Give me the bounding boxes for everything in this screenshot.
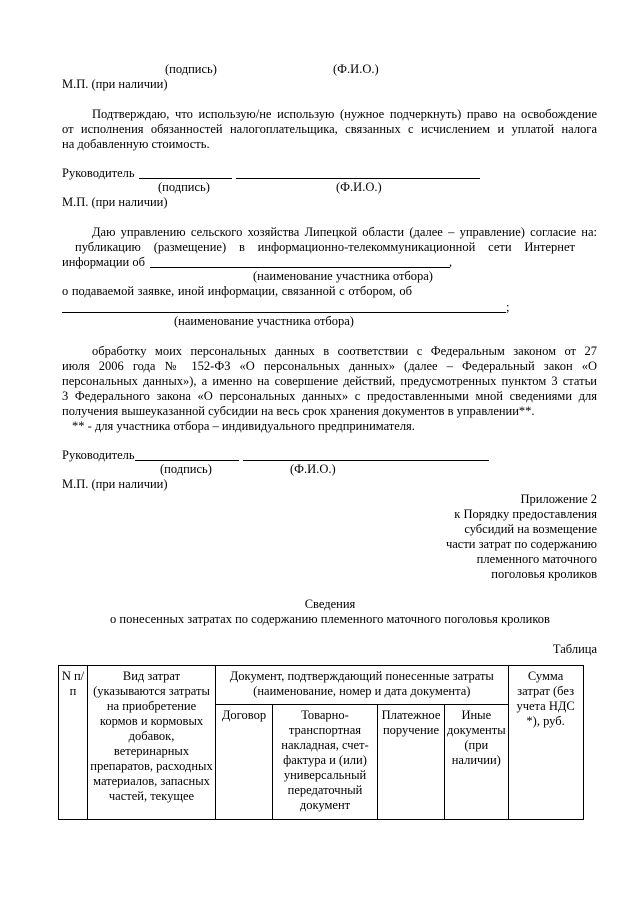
col-header-document-group: Документ, подтверждающий понесенные затраты (наименование, номер и дата документа): [216, 666, 509, 705]
signature-line: [135, 460, 239, 461]
signature-caption: (подпись): [165, 62, 217, 76]
col-header-expense-type: Вид затрат (указываются затраты на приобретение кормов и кормовых добавок, ветеринарных препаратов, расходных материалов, запасных частей, текущее: [88, 666, 216, 820]
processing-line-1: обработку моих персональных данных в соответствии с Федеральным законом от 27: [92, 344, 597, 358]
participant-line: [150, 267, 450, 268]
signature-caption: (подпись): [158, 180, 210, 194]
table-label: Таблица: [552, 642, 597, 656]
participant-caption: (наименование участника отбора): [253, 269, 433, 283]
name-caption: (Ф.И.О.): [336, 180, 382, 194]
col-header-payment-order: Платежное поручение: [378, 705, 445, 820]
appendix-line-4: части затрат по содержанию: [445, 537, 597, 551]
consent-line-4: о подаваемой заявке, иной информации, связанной с отбором, об: [62, 284, 412, 298]
stamp-note: М.П. (при наличии): [62, 477, 168, 491]
expenses-table: [58, 665, 584, 820]
signature-line: [139, 178, 232, 179]
section-title: Сведения: [304, 597, 356, 611]
col-header-number: N п/п: [59, 666, 88, 820]
head-label: Руководитель: [62, 166, 135, 180]
section-subtitle: о понесенных затратах по содержанию племенного маточного поголовья кроликов: [110, 612, 550, 626]
processing-line-4: 3 Федерального закона «О персональных данных» с предоставленными мной сведениями для: [62, 389, 597, 403]
stamp-note: М.П. (при наличии): [62, 195, 168, 209]
footnote: ** - для участника отбора – индивидуального предпринимателя.: [72, 419, 415, 433]
name-caption: (Ф.И.О.): [333, 62, 379, 76]
stamp-note: М.П. (при наличии): [62, 77, 168, 91]
appendix-line-3: субсидий на возмещение: [464, 522, 597, 536]
name-line: [243, 460, 489, 461]
consent-line-5-suffix: ;: [506, 300, 510, 314]
col-header-sum: Сумма затрат (без учета НДС *), руб.: [508, 666, 583, 820]
appendix-line-6: поголовья кроликов: [491, 567, 597, 581]
confirm-line-1: Подтверждаю, что использую/не использую (нужное подчеркнуть) право на освобождение: [92, 107, 597, 121]
col-header-contract: Договор: [216, 705, 273, 820]
appendix-line-5: племенного маточного: [476, 552, 597, 566]
processing-line-5: получения вышеуказанной субсидии на весь срок хранения документов в управлении**.: [62, 404, 535, 418]
processing-line-2: июля 2006 года № 152-ФЗ «О персональных данных» (далее – Федеральный закон «О: [62, 359, 597, 373]
name-line: [236, 178, 480, 179]
confirm-line-2: от исполнения обязанностей налогоплательщика, связанных с исчислением и уплатой налога: [62, 122, 597, 136]
consent-line-3-suffix: ,: [449, 255, 453, 269]
consent-line-2: публикацию (размещение) в информационно-телекоммуникационной сети Интернет: [75, 240, 575, 254]
col-header-waybill: Товарно-транспортная накладная, счет-фактура и (или) универсальный передаточный документ: [273, 705, 378, 820]
confirm-line-3: на добавленную стоимость.: [62, 137, 210, 151]
name-caption: (Ф.И.О.): [290, 462, 336, 476]
processing-line-3: персональных данных»), а именно на совершение действий, предусмотренных пунктом 3 статьи: [62, 374, 597, 388]
participant-line-2: [62, 312, 506, 313]
consent-line-1: Даю управлению сельского хозяйства Липецкой области (далее – управление) согласие на:: [92, 225, 597, 239]
participant-caption-2: (наименование участника отбора): [174, 314, 354, 328]
signature-caption: (подпись): [160, 462, 212, 476]
consent-line-3-prefix: информации об: [62, 255, 145, 269]
col-header-other-docs: Иные документы (при наличии): [445, 705, 509, 820]
head-label: Руководитель: [62, 448, 135, 462]
appendix-line-1: Приложение 2: [520, 492, 597, 506]
appendix-line-2: к Порядку предоставления: [454, 507, 597, 521]
